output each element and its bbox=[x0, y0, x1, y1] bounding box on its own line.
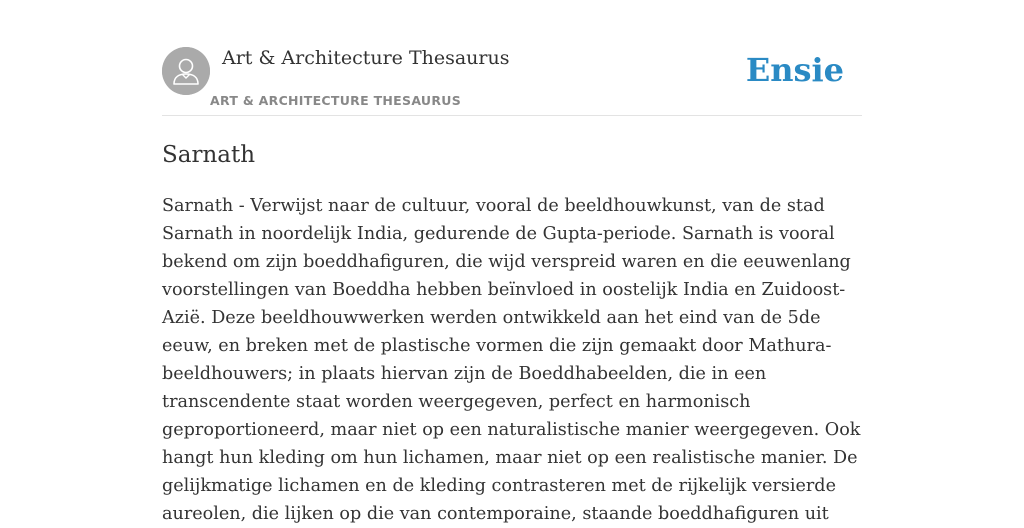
page-title: Sarnath bbox=[162, 142, 256, 168]
user-avatar-icon[interactable] bbox=[162, 47, 210, 95]
definition-text: Sarnath - Verwijst naar de cultuur, vooral de beeldhouwkunst, van de stad Sarnath in noordelijk India, gedurende de Gupta-periode. Sarnath is vooral bekend om zijn boeddhafiguren, die wijd verspreid waren en die eeuwenlang voorstellingen van Boeddha hebben beïnvloed in oostelijk India en Zuidoost-Azië. Deze beeldhouwwerken werden ontwikkeld aan het eind van de 5de eeuw, en breken met de plastische vormen die zijn gemaakt door Mathura-beeldhouwers; in plaats hiervan zijn de Boeddhabeelden, die in een transcendente staat worden weergegeven, perfect en harmonisch geproportioneerd, maar niet op een naturalistische manier weergegeven. Ook hangt hun kleding om hun lichamen, maar niet op een realistische manier. De gelijkmatige lichamen en de kleding contrasteren met de rijkelijk versierde aureolen, die lijken op die van contemporaine, staande boeddhafiguren uit bbox=[162, 196, 861, 524]
header-divider bbox=[162, 115, 862, 116]
ensie-logo[interactable]: Ensie bbox=[745, 51, 844, 89]
publisher-title[interactable]: Art & Architecture Thesaurus bbox=[222, 47, 510, 69]
publisher-header bbox=[162, 46, 862, 116]
publisher-subtitle: ART & ARCHITECTURE THESAURUS bbox=[210, 93, 462, 108]
